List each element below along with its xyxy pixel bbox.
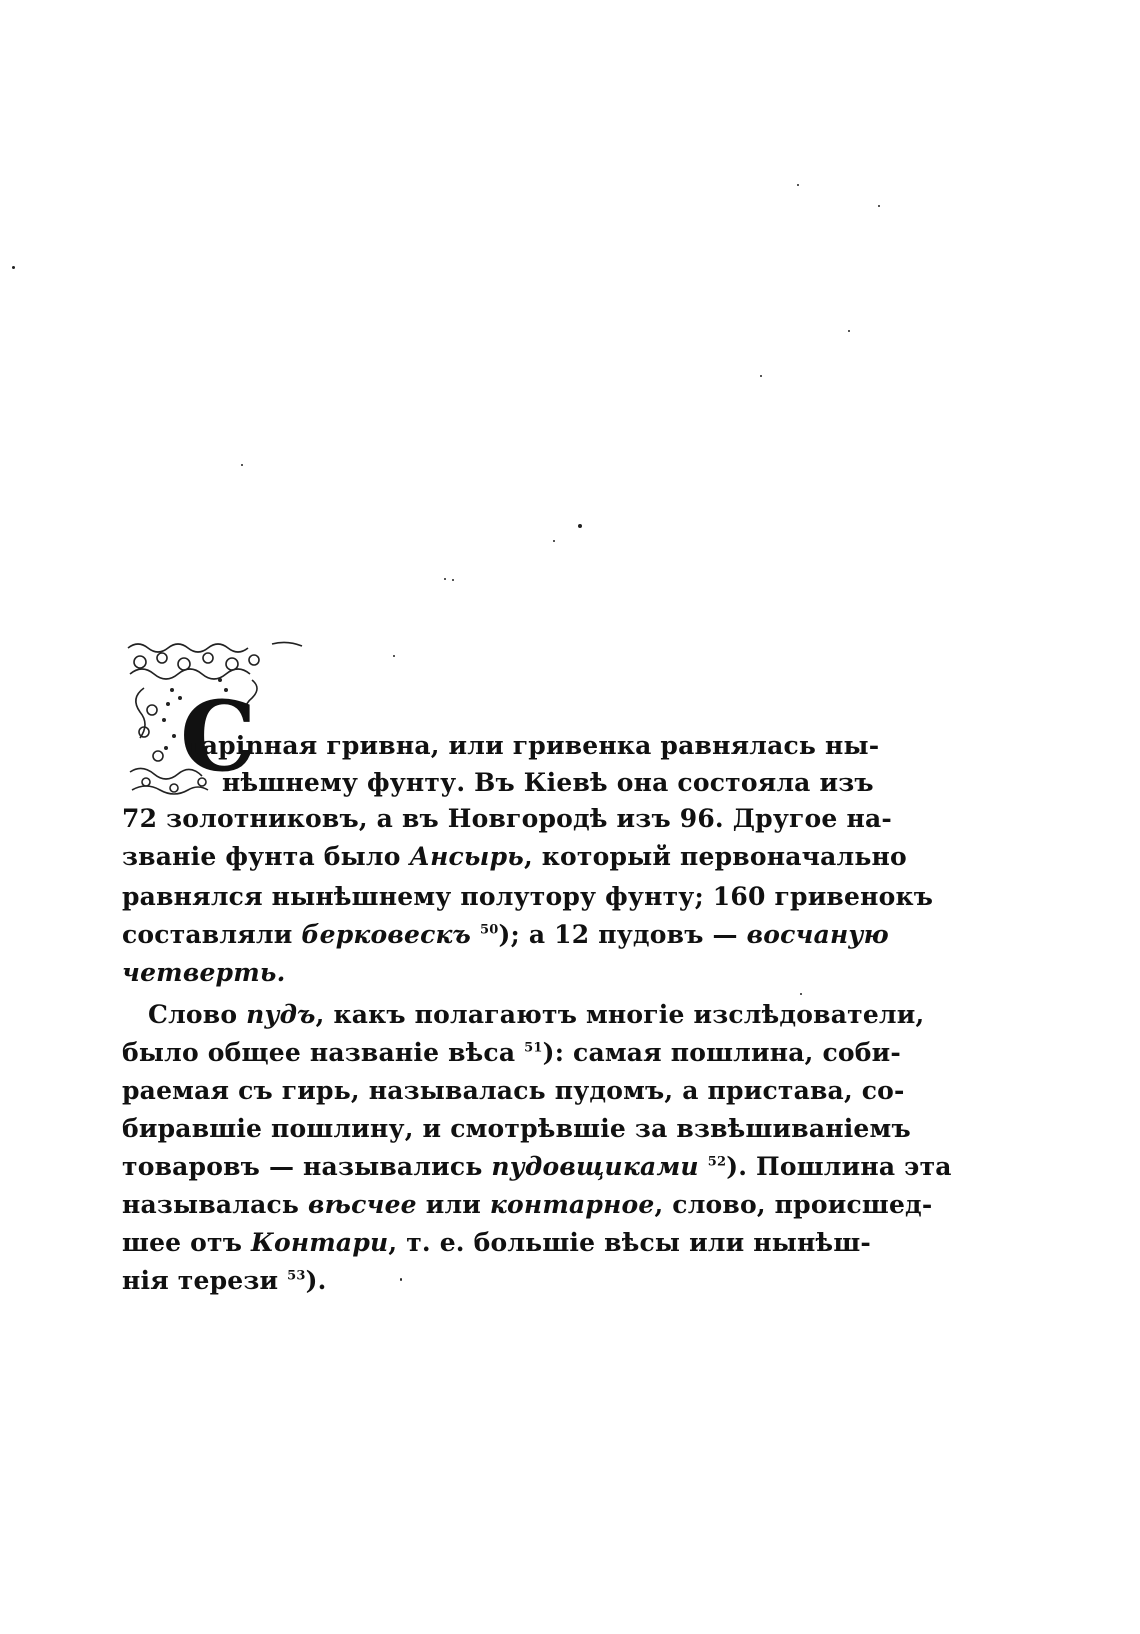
text: , какъ полагаютъ многіе изслѣдователи,: [315, 1000, 925, 1029]
text: ); а 12 пудовъ —: [498, 920, 747, 949]
text-italic: пудъ: [246, 1000, 316, 1029]
scan-speck: [241, 464, 243, 466]
footnote-ref: 53: [287, 1268, 306, 1284]
text-italic: Ансырь: [409, 842, 524, 871]
footnote-ref: 50: [479, 922, 499, 938]
text-line: [122, 1076, 905, 1106]
text-italic: четверть.: [122, 958, 286, 987]
text: товаровъ — назывались: [122, 1152, 492, 1181]
text: 72 золотниковъ, а въ Новгородѣ изъ 96. Другое на-: [122, 804, 892, 833]
text: ): самая пошлина, соби-: [542, 1038, 901, 1067]
text: нѣшнему фунту. Въ Кіевѣ она состояла изъ: [222, 768, 874, 797]
text: Слово: [148, 1000, 247, 1029]
text-line: [186, 731, 879, 761]
scan-speck: [393, 655, 395, 657]
text-italic: берковескъ: [301, 920, 472, 949]
scan-speck: [12, 266, 15, 269]
text-italic: контарное: [489, 1190, 655, 1219]
text: равнялся нынѣшнему полутору фунту; 160 гривенокъ: [122, 882, 934, 911]
text: , который первоначально: [523, 842, 907, 871]
text: тарinная гривна, или гривенка равнялась ны-: [186, 731, 880, 760]
scan-speck: [400, 1278, 402, 1281]
text: или: [416, 1190, 490, 1219]
text-italic: восчаную: [746, 920, 889, 949]
text: званіе фунта было: [122, 842, 410, 871]
scan-speck: [760, 375, 762, 377]
text-italic: пудовщиками: [491, 1152, 699, 1181]
text-line: [122, 804, 892, 834]
scan-speck: [797, 184, 799, 186]
scan-speck: [452, 579, 454, 581]
text-line: [122, 1266, 327, 1296]
text-line: [122, 882, 933, 912]
text: было общее названіе вѣса: [122, 1038, 516, 1067]
text: биравшіе пошлину, и смотрѣвшіе за взвѣшиваніемъ: [122, 1114, 911, 1143]
text: нія терези: [122, 1266, 279, 1295]
scan-speck: [848, 330, 850, 332]
text-line: [122, 1114, 911, 1144]
text-line: [222, 768, 874, 798]
text-italic: Контари: [251, 1228, 389, 1257]
initial-letter: С: [180, 680, 257, 793]
text: шее отъ: [122, 1228, 252, 1257]
text-line: [122, 842, 907, 872]
text-line: [122, 920, 889, 950]
text: раемая съ гирь, называлась пудомъ, а пристава, со-: [122, 1076, 905, 1105]
text-line: [122, 1152, 952, 1182]
scan-speck: [878, 205, 880, 207]
text: , т. е. большіе вѣсы или нынѣш-: [388, 1228, 871, 1257]
scan-speck: [553, 540, 555, 542]
text-line: [122, 1228, 871, 1258]
text: составляли: [122, 920, 302, 949]
scan-speck: [800, 993, 802, 995]
text-line: [122, 1190, 933, 1220]
text-italic: вѣсчее: [308, 1190, 417, 1219]
text: , слово, происшед-: [654, 1190, 933, 1219]
scan-speck: [578, 524, 582, 528]
text: ). Пошлина эта: [726, 1152, 952, 1181]
text-line: [122, 1038, 901, 1068]
scan-speck: [444, 578, 446, 580]
text-line: [148, 1000, 924, 1030]
text: ).: [305, 1266, 327, 1295]
footnote-ref: 51: [524, 1040, 543, 1056]
footnote-ref: 52: [707, 1154, 727, 1170]
text-line: [122, 958, 285, 988]
text: называлась: [122, 1190, 309, 1219]
